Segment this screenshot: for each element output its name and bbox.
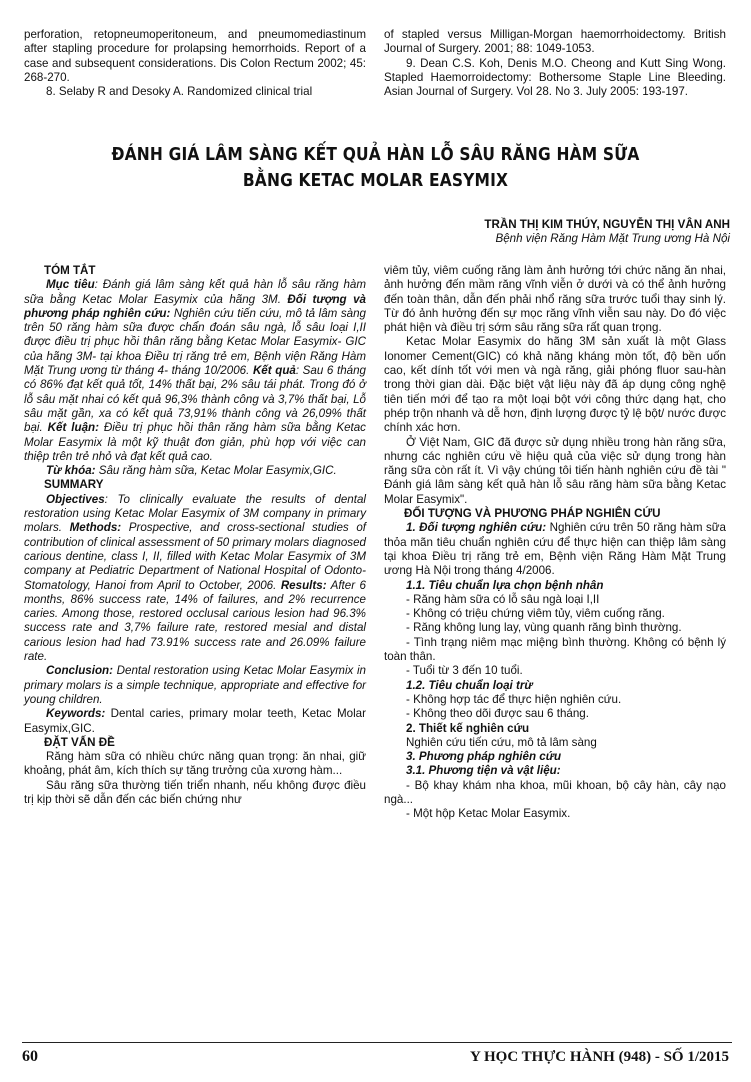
keywords-en-label: Keywords: — [46, 707, 106, 721]
abstract-en-heading: SUMMARY — [44, 478, 104, 492]
abstract-vn-body — [24, 278, 366, 464]
left-column — [24, 264, 366, 807]
keywords-vn-label: Từ khóa: — [46, 464, 96, 478]
inclusion-item: - Không có triệu chứng viêm tủy, viêm cuống răng. — [406, 607, 665, 621]
objective-label: Mục tiêu — [46, 278, 95, 292]
references-top-left — [24, 28, 366, 99]
methods-subjects — [384, 521, 726, 578]
author-affiliation: Bệnh viện Răng Hàm Mặt Trung ương Hà Nội — [495, 232, 730, 246]
conclusion-en-label: Conclusion: — [46, 664, 113, 678]
exclusion-heading: 1.2. Tiêu chuẩn loại trừ — [406, 678, 533, 692]
objectives-text: : To clinically evaluate the results of dental restoration using Ketac Molar Easymix of 3M company in primary molars. — [24, 492, 366, 535]
authors-block — [400, 218, 730, 247]
author-names: TRẦN THỊ KIM THÚY, NGUYỄN THỊ VÂN ANH — [484, 218, 730, 231]
reference-item: 8. Selaby R and Desoky A. Randomized clinical trial — [46, 85, 313, 99]
page-number: 60 — [22, 1048, 38, 1065]
results-en-label: Results: — [280, 578, 327, 592]
keywords-en — [24, 707, 366, 736]
right-column — [384, 264, 726, 822]
keywords-en-text: Dental caries, primary molar teeth, Ketac Molar Easymix,GIC. — [24, 707, 366, 735]
abstract-en-body — [24, 493, 366, 665]
results-label: Kết quả — [252, 364, 296, 378]
keywords-vn — [24, 464, 366, 478]
inclusion-item: - Răng hàm sữa có lỗ sâu ngà loại I,II — [406, 592, 600, 606]
exclusion-item: - Không hợp tác để thực hiện nghiên cứu. — [406, 692, 622, 706]
exclusion-item: - Không theo dõi được sau 6 tháng. — [406, 707, 589, 721]
conclusion-text: Điều trị phục hồi thân răng hàm sữa bằng Ketac Molar Easymix là một kỹ thuật đơn giản, phù hợp với việc can thiệp trên trẻ nhỏ và đạt kết quả cao. — [24, 421, 366, 463]
methods-en-text: Prospective, and cross-sectional studies of contribution of clinical assessment of 50 primary molars diagnosed carious dentine, class I, II, filled with Ketac Molar Easymix of 3M company at Pediatric Department of National Hospital of Odonto-Stomatology, Hanoi from April to October, 2006. — [24, 521, 366, 592]
objectives-label: Objectives — [46, 492, 105, 506]
intro-paragraph-2-cont: viêm tủy, viêm cuống răng làm ảnh hưởng tới chức năng ăn nhai, ảnh hưởng đến mầm răng vĩnh viễn ở dưới và có thể ảnh hưởng đến toàn thân, dẫn đến phải nhổ răng sữa trước tuổi thay sinh lý. Từ đó ảnh hưởng đến sự mọc răng vĩnh viễn sau này. Do đó việc phát hiện và điều trị sớm sâu răng sữa rất quan trọng. — [384, 264, 726, 335]
design-heading: 2. Thiết kế nghiên cứu — [406, 721, 530, 735]
results-en-text: After 6 months, 86% success rate, 14% of failures, and 2% recurrence caries. Among those, restored occlusal carious lesion had 96.3% success rate and 3,7% failure rate, restored mesial and distal carious lesion had had 73.91% success rate and 26.09% failure rate. — [24, 578, 366, 664]
article-title-line-2: BẰNG KETAC MOLAR EASYMIX — [242, 170, 509, 191]
materials-item: - Một hộp Ketac Molar Easymix. — [406, 807, 571, 821]
reference-item: of stapled versus Milligan-Morgan haemorrhoidectomy. British Journal of Surgery. 2001; 88: 1049-1053. — [384, 28, 726, 56]
abstract-vn-heading: TÓM TẮT — [44, 264, 96, 277]
keywords-vn-text: Sâu răng hàm sữa, Ketac Molar Easymix,GIC. — [95, 464, 337, 478]
reference-item: 9. Dean C.S. Koh, Denis M.O. Cheong and Kutt Sing Wong. Stapled Haemorroidectomy: Bothersome Staple Line Bleeding. Asian Journal of Surgery. Vol 28. No 3. July 2005: 193-197. — [384, 56, 726, 99]
intro-heading: ĐẶT VẤN ĐỀ — [44, 735, 115, 749]
methods-label: Đối tượng và phương pháp nghiên cứu: — [24, 292, 367, 320]
reference-item: perforation, retopneumoperitoneum, and pneumomediastinum after stapling procedure for prolapsing hemorrhoids. Report of a case and subsequent considerations. Dis Colon Rectum 2002; 45: 268-270. — [24, 28, 366, 84]
article-title-line-1: ĐÁNH GIÁ LÂM SÀNG KẾT QUẢ HÀN LỖ SÂU RĂNG HÀM SỮA — [111, 144, 640, 165]
intro-paragraph-1: Răng hàm sữa có nhiều chức năng quan trọng: ăn nhai, giữ khoảng, phát âm, kích thích sự tăng trưởng của xương hàm... — [24, 750, 366, 778]
intro-paragraph-2-start: Sâu răng sữa thường tiến triển nhanh, nếu không được điều trị kịp thời sẽ dẫn đến các biến chứng như — [24, 778, 366, 806]
subjects-text: Nghiên cứu trên 50 răng hàm sữa thỏa mãn tiêu chuẩn nghiên cứu để thực hiện can thiệp lâm sàng tại khoa Điều trị răng trẻ em, Bệnh viện Răng Hàm Mặt Trung ương Hà Nội trong tháng 4/2006. — [384, 521, 726, 578]
journal-issue: Y HỌC THỰC HÀNH (948) - SỐ 1/2015 — [469, 1049, 729, 1065]
results-text: : Sau 6 tháng có 86% đạt kết quả tốt, 14% thất bại, 2% sâu tái phát. Trong đó ở lỗ sâu mặt nhai có kết quả 96,3% thành công và 3,7% thất bại, Lỗ sâu mặt gần, xa có kết quả 73,91% thành công và 26,09% thất bại. — [24, 364, 366, 435]
inclusion-item: - Tình trạng niêm mạc miệng bình thường. Không có bệnh lý toàn thân. — [384, 635, 726, 664]
intro-paragraph-4: Ở Việt Nam, GIC đã được sử dụng nhiều trong hàn răng sữa, nhưng các nghiên cứu về hiệu quả của việc sử dụng trong hàn răng sữa còn rất ít. Vì vậy chúng tôi tiến hành nghiên cứu đề tài " Đánh giá lâm sàng kết quả hàn lỗ sâu răng hàm sữa bằng Ketac Molar Easymix". — [384, 435, 726, 506]
conclusion-en-text: Dental restoration using Ketac Molar Easymix in primary molars is a simple technique, appropriate and effective for young children. — [24, 664, 366, 706]
inclusion-item: - Tuổi từ 3 đến 10 tuổi. — [406, 664, 523, 678]
materials-heading: 3.1. Phương tiện và vật liệu: — [406, 764, 561, 778]
methods-en-label: Methods: — [69, 521, 122, 535]
subjects-label: 1. Đối tượng nghiên cứu: — [406, 521, 547, 535]
objective-text: : Đánh giá lâm sàng kết quả hàn lỗ sâu răng hàm sữa bằng Ketac Molar Easymix của hãng 3M. — [24, 278, 366, 306]
footer-divider — [22, 1042, 732, 1043]
intro-paragraph-3: Ketac Molar Easymix do hãng 3M sản xuất là một Glass Ionomer Cement(GIC) có khả năng kháng mòn tốt, độ bền uốn cao, kết dính tốt với men và ngà răng, giải phóng fluor sau-hàn trong thời gian dài. Đặc biệt vật liệu này đã áp dụng công nghệ tiên tiến mới để tạo ra một loại bột với công thức dạng hạt, cho phép trộn nhanh và dễ hơn, định lượng được tỷ lệ bột/ nước được chính xác hơn. — [384, 335, 726, 435]
conclusion-label: Kết luận: — [47, 421, 99, 435]
methods-text: Nghiên cứu tiến cứu, mô tả lâm sàng trên 50 răng hàm sữa được chẩn đoán sâu ngà, lỗ sâu loại I,II được điều trị phục hồi thân răng bằng Ketac Molar Easymix- GIC của hãng 3M- tại khoa Điều trị răng trẻ em, Bệnh viện Răng Hàm Mặt Trung ương từ tháng 4- tháng 10/2006. — [24, 306, 366, 378]
methods-heading: ĐỐI TƯỢNG VÀ PHƯƠNG PHÁP NGHIÊN CỨU — [404, 507, 661, 521]
inclusion-heading: 1.1. Tiêu chuẩn lựa chọn bệnh nhân — [406, 578, 604, 592]
inclusion-item: - Răng không lung lay, vùng quanh răng bình thường. — [406, 621, 682, 635]
article-title — [53, 142, 699, 194]
procedure-heading: 3. Phương pháp nghiên cứu — [406, 750, 562, 764]
design-text: Nghiên cứu tiến cứu, mô tả lâm sàng — [406, 735, 597, 749]
references-top-right — [384, 28, 726, 99]
conclusion-en — [24, 664, 366, 707]
materials-item: - Bộ khay khám nha khoa, mũi khoan, bộ cây hàn, cây nạo ngà... — [384, 778, 726, 806]
